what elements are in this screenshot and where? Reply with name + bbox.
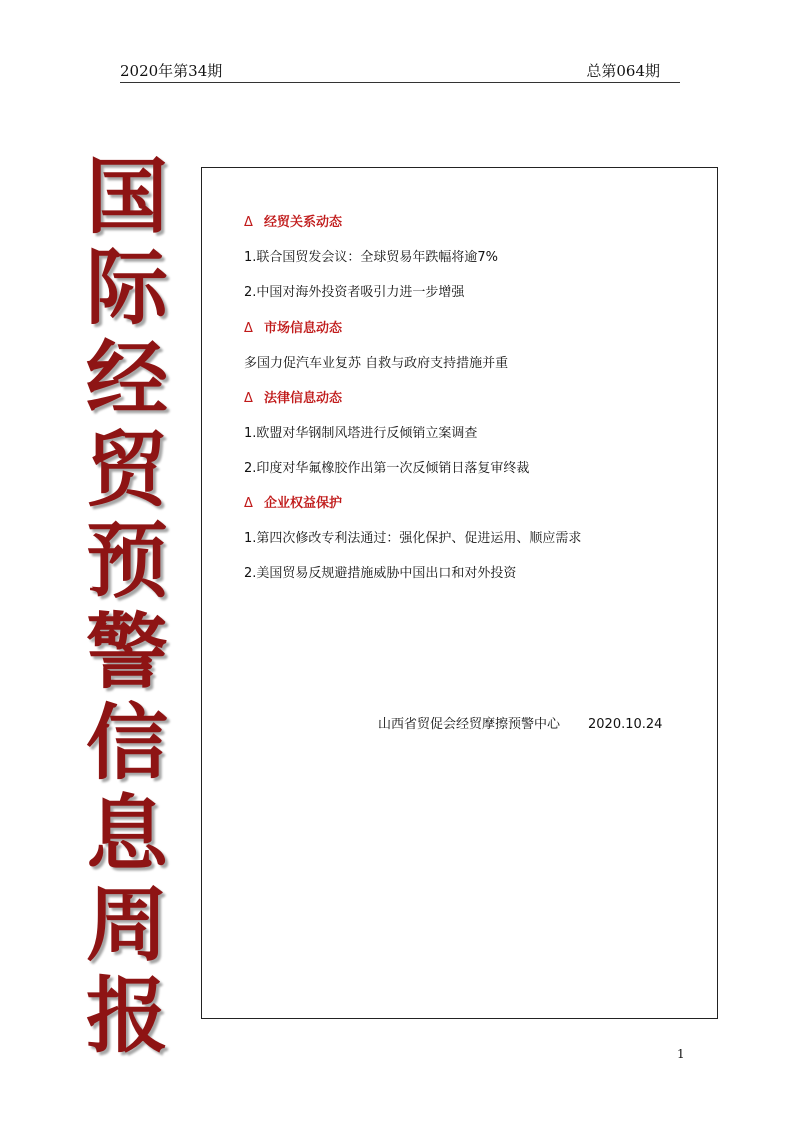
page-number: 1 bbox=[677, 1047, 685, 1061]
publisher-org: 山西省贸促会经贸摩擦预警中心 bbox=[378, 717, 561, 732]
section-heading-legal-info bbox=[244, 387, 342, 406]
contents-item: 2.美国贸易反规避措施威胁中国出口和对外投资 bbox=[244, 566, 517, 581]
triangle-icon: Δ bbox=[244, 215, 253, 230]
section-title: 企业权益保护 bbox=[264, 496, 343, 511]
page-header bbox=[120, 60, 680, 83]
title-char: 贸 bbox=[85, 422, 168, 518]
vertical-title bbox=[72, 149, 182, 1064]
triangle-icon: Δ bbox=[244, 496, 253, 511]
publisher-line bbox=[378, 713, 662, 732]
section-title: 市场信息动态 bbox=[264, 321, 343, 336]
contents-item: 2.中国对海外投资者吸引力进一步增强 bbox=[244, 285, 465, 300]
title-char: 预 bbox=[85, 513, 168, 609]
contents-item: 2.印度对华氟橡胶作出第一次反倾销日落复审终裁 bbox=[244, 461, 530, 476]
contents-box bbox=[201, 167, 718, 1019]
section-heading-market-info bbox=[244, 317, 342, 336]
section-title: 法律信息动态 bbox=[264, 391, 343, 406]
title-char: 报 bbox=[85, 968, 168, 1064]
section-heading-trade-relations bbox=[244, 211, 342, 230]
triangle-icon: Δ bbox=[244, 321, 253, 336]
title-char: 国 bbox=[85, 149, 168, 245]
contents-item: 1.第四次修改专利法通过：强化保护、促进运用、顺应需求 bbox=[244, 531, 582, 546]
title-char: 信 bbox=[85, 695, 168, 791]
title-char: 警 bbox=[85, 604, 168, 700]
title-char: 际 bbox=[85, 240, 168, 336]
title-char: 经 bbox=[85, 331, 168, 427]
total-issue-number: 总第064期 bbox=[586, 62, 660, 80]
contents-item: 1.欧盟对华钢制风塔进行反倾销立案调查 bbox=[244, 426, 478, 441]
triangle-icon: Δ bbox=[244, 391, 253, 406]
issue-number: 2020年第34期 bbox=[120, 62, 223, 80]
title-char: 周 bbox=[85, 877, 168, 973]
title-char: 息 bbox=[85, 786, 168, 882]
section-heading-rights-protection bbox=[244, 492, 342, 511]
contents-item: 多国力促汽车业复苏 自救与政府支持措施并重 bbox=[244, 356, 509, 371]
section-title: 经贸关系动态 bbox=[264, 215, 343, 230]
publish-date: 2020.10.24 bbox=[588, 717, 663, 732]
contents-item: 1.联合国贸发会议：全球贸易年跌幅将逾7% bbox=[244, 250, 499, 265]
